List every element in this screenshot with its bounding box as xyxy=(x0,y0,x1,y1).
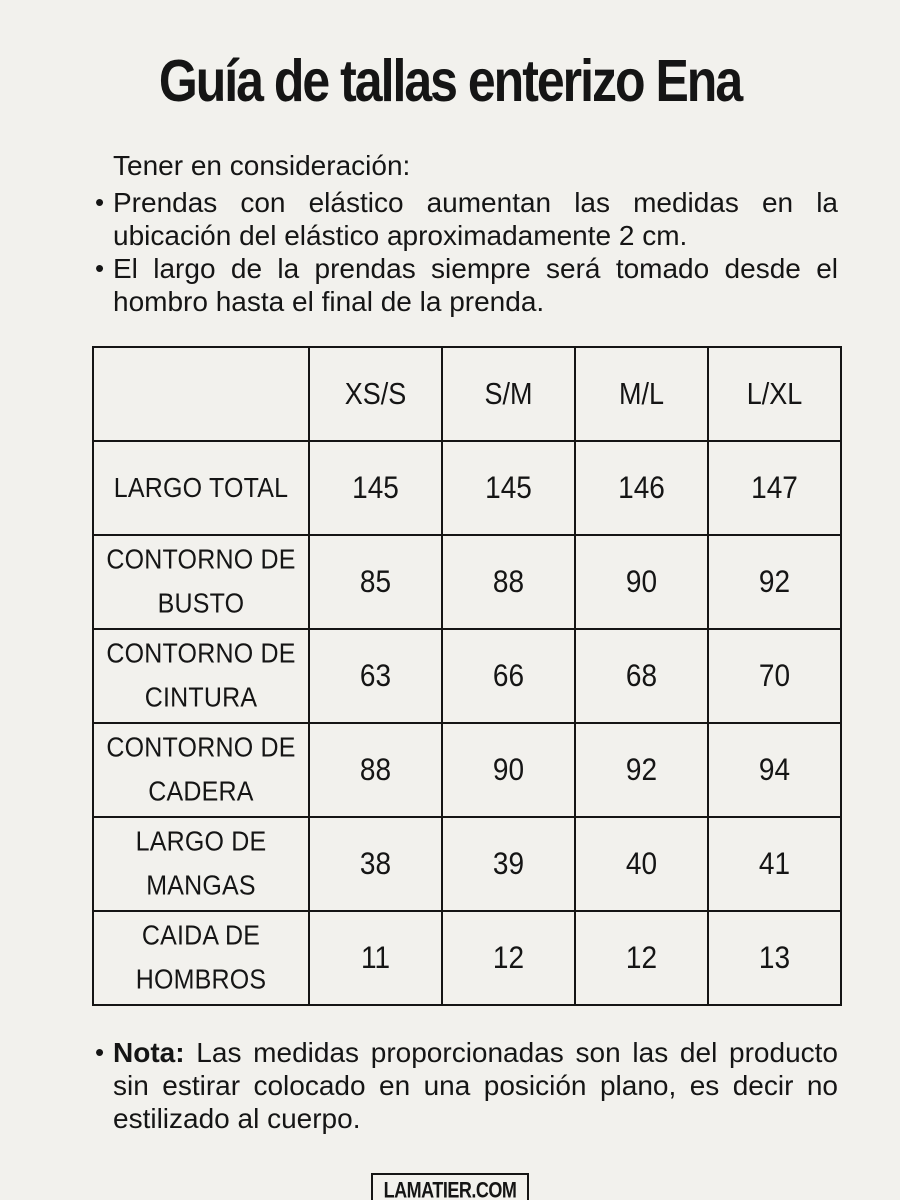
measurement-value: 88 xyxy=(359,752,392,787)
measurement-value-cell xyxy=(575,817,708,911)
measurement-value: 90 xyxy=(625,564,658,599)
corner-cell xyxy=(93,347,309,441)
measurement-label: LARGO TOTAL xyxy=(113,471,289,504)
size-column-header-text: L/XL xyxy=(746,376,803,411)
measurement-value-cell xyxy=(708,817,841,911)
measurement-value: 66 xyxy=(492,658,525,693)
measurement-value-cell xyxy=(309,535,442,629)
measurement-value-cell xyxy=(575,441,708,535)
measurement-value-cell xyxy=(708,629,841,723)
measurement-value-cell xyxy=(575,723,708,817)
bullet-dot: • xyxy=(95,1037,105,1067)
size-column-header-text: M/L xyxy=(618,376,664,411)
size-column-header xyxy=(708,347,841,441)
consideration-item xyxy=(95,252,838,318)
measurement-value: 145 xyxy=(485,470,532,505)
measurement-label: CONTORNO DE BUSTO xyxy=(106,544,296,619)
bullet-dot: • xyxy=(95,253,105,283)
measurement-value: 40 xyxy=(625,846,658,881)
measurement-value-cell xyxy=(708,911,841,1005)
consideration-text: Prendas con elástico aumentan las medidas en la ubicación del elástico aproximadamente 2 cm. xyxy=(113,187,838,251)
measurement-value: 68 xyxy=(625,658,658,693)
size-table xyxy=(92,346,842,1006)
measurement-value-cell xyxy=(309,629,442,723)
table-row xyxy=(93,723,841,817)
measurement-value-cell xyxy=(309,911,442,1005)
measurement-value: 41 xyxy=(758,846,791,881)
measurement-value-cell xyxy=(442,441,575,535)
measurement-label: LARGO DE MANGAS xyxy=(135,826,267,901)
consideration-text: El largo de la prendas siempre será tomado desde el hombro hasta el final de la prenda. xyxy=(113,253,838,317)
measurement-value: 39 xyxy=(492,846,525,881)
measurement-value-cell xyxy=(708,723,841,817)
size-column-header xyxy=(575,347,708,441)
size-table-header-row xyxy=(93,347,841,441)
measurement-label: CONTORNO DE CADERA xyxy=(106,732,296,807)
measurement-value-cell xyxy=(708,441,841,535)
measurement-value: 90 xyxy=(492,752,525,787)
bullet-dot: • xyxy=(95,187,105,217)
measurement-label-cell xyxy=(93,629,309,723)
page-title-text: Guía de tallas enterizo Ena xyxy=(158,47,742,114)
consideration-list xyxy=(95,186,838,318)
measurement-label: CONTORNO DE CINTURA xyxy=(106,638,296,713)
brand-text: LAMATIER.COM xyxy=(383,1177,517,1200)
measurement-value: 13 xyxy=(758,940,791,975)
measurement-value: 92 xyxy=(625,752,658,787)
measurement-value: 12 xyxy=(492,940,525,975)
measurement-value-cell xyxy=(708,535,841,629)
measurement-value-cell xyxy=(309,817,442,911)
measurement-value: 145 xyxy=(352,470,399,505)
measurement-label-cell xyxy=(93,817,309,911)
table-row xyxy=(93,535,841,629)
measurement-value-cell xyxy=(442,535,575,629)
measurement-value-cell xyxy=(575,535,708,629)
note xyxy=(95,1036,838,1135)
intro-heading: Tener en consideración: xyxy=(113,150,411,181)
measurement-value-cell xyxy=(575,911,708,1005)
measurement-label-cell xyxy=(93,723,309,817)
measurement-value: 63 xyxy=(359,658,392,693)
table-row xyxy=(93,911,841,1005)
table-row xyxy=(93,441,841,535)
note-label: Nota: xyxy=(113,1037,185,1068)
measurement-value-cell xyxy=(575,629,708,723)
table-row xyxy=(93,817,841,911)
measurement-value: 146 xyxy=(618,470,665,505)
measurement-value: 38 xyxy=(359,846,392,881)
measurement-value-cell xyxy=(442,723,575,817)
measurement-value: 92 xyxy=(758,564,791,599)
table-row xyxy=(93,629,841,723)
intro-section xyxy=(95,149,838,318)
footer xyxy=(0,1173,900,1200)
measurement-value-cell xyxy=(442,817,575,911)
measurement-value: 70 xyxy=(758,658,791,693)
note-paragraph xyxy=(113,1036,838,1135)
size-column-header xyxy=(309,347,442,441)
measurement-value: 11 xyxy=(360,940,391,975)
consideration-item xyxy=(95,186,838,252)
measurement-value-cell xyxy=(309,441,442,535)
measurement-label: CAIDA DE HOMBROS xyxy=(135,920,267,995)
measurement-value: 147 xyxy=(751,470,798,505)
measurement-label-cell xyxy=(93,535,309,629)
brand-box xyxy=(371,1173,530,1200)
size-column-header-text: S/M xyxy=(484,376,533,411)
measurement-label-cell xyxy=(93,911,309,1005)
measurement-value: 12 xyxy=(625,940,658,975)
measurement-label-cell xyxy=(93,441,309,535)
measurement-value: 94 xyxy=(758,752,791,787)
measurement-value-cell xyxy=(309,723,442,817)
note-text: Las medidas proporcionadas son las del producto sin estirar colocado en una posición plano, es decir no estilizado al cuerpo. xyxy=(113,1037,838,1134)
measurement-value: 88 xyxy=(492,564,525,599)
size-column-header xyxy=(442,347,575,441)
size-column-header-text: XS/S xyxy=(344,376,407,411)
measurement-value-cell xyxy=(442,911,575,1005)
page-title xyxy=(0,47,900,114)
measurement-value-cell xyxy=(442,629,575,723)
measurement-value: 85 xyxy=(359,564,392,599)
